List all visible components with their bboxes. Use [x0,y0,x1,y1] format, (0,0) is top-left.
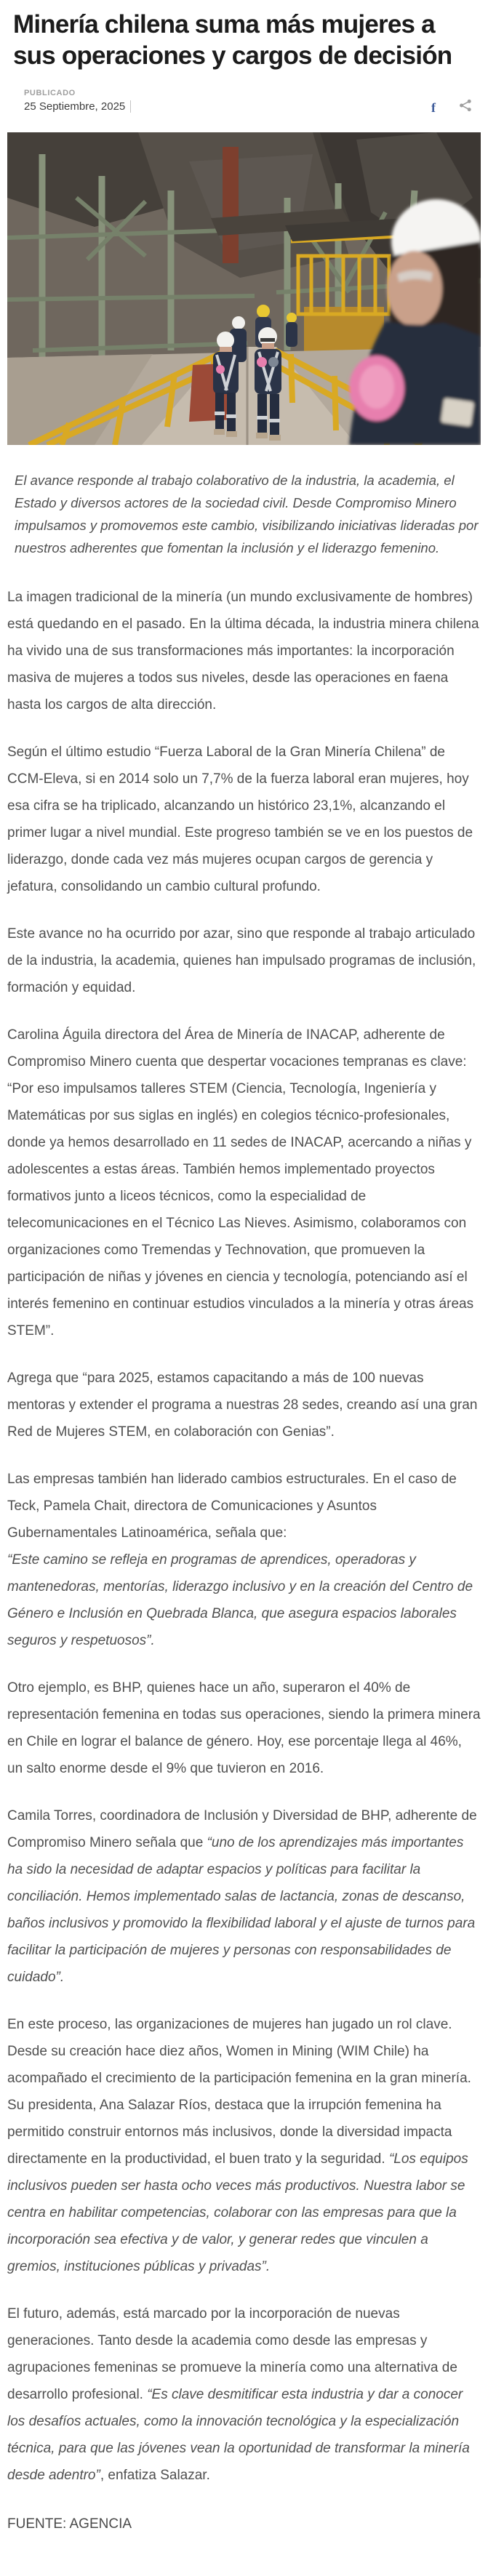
paragraph-segment: “uno de los aprendizajes más importantes ha sido la necesidad de adaptar espacios y políticas para facilitar la conciliación. Hemos implementado salas de lactancia, zonas de descanso, baños inclusivos y promovido la flexibilidad laboral y el ajuste de turnos para facilitar la participación de mujeres y personas con responsabilidades de cuidado”. [7,1835,476,1985]
share-buttons [431,99,472,116]
published-date-row [24,100,481,113]
meta-divider [130,100,131,113]
paragraph-segment: Según el último estudio “Fuerza Laboral de la Gran Minería Chilena” de CCM-Eleva, si en 2014 solo un 7,7% de la fuerza laboral eran mujeres, hoy esa cifra se ha triplicado, alcanzando un histórico 23,1%, alcanzando el primer lugar a nivel mundial. Este progreso también se ve en los puestos de liderazgo, donde cada vez más mujeres ocupan cargos de gerencia y jefatura, consolidando un cambio cultural profundo. [7,745,473,894]
paragraph-segment: , enfatiza Salazar. [100,2468,210,2483]
article-paragraph [7,1022,481,1344]
paragraph-segment: “Los equipos inclusivos pueden ser hasta ocho veces más productivos. Nuestra labor se centra en habilitar competencias, colaborar con las empresas para que la incorporación sea efectiva y de valor, y generar redes que vinculen a gremios, instituciones públicas y privadas”. [7,2151,468,2274]
share-icon[interactable] [459,99,472,116]
article-page [0,9,488,2532]
mining-plant-photo-illustration [7,132,481,445]
paragraph-segment: La imagen tradicional de la minería (un mundo exclusivamente de hombres) está quedando en el pasado. En la última década, la industria minera chilena ha vivido una de sus transformaciones más importantes: la incorporación masiva de mujeres a todos sus niveles, desde las operaciones en faena hasta los cargos de alta dirección. [7,590,479,713]
published-label: PUBLICADO [24,89,76,97]
article-title: Minería chilena suma más mujeres a sus operaciones y cargos de decisión [13,10,452,70]
paragraph-segment: En este proceso, las organizaciones de mujeres han jugado un rol clave. Desde su creación hace diez años, Women in Mining (WIM Chile) ha acompañado el crecimiento de la participación femenina en la gran minería. Su presidenta, Ana Salazar Ríos, destaca que la irrupción femenina ha permitido construir entornos más inclusivos, donde la diversidad impacta directamente en la productividad, el buen trato y la seguridad. [7,2017,471,2167]
paragraph-segment: Las empresas también han liderado cambios estructurales. En el caso de Teck, Pamela Chait, directora de Comunicaciones y Asuntos Gubernamentales Latinoamérica, señala que: [7,1472,457,1541]
hero-image [7,132,481,445]
article-paragraph [7,2011,481,2280]
article-paragraph [7,1466,481,1654]
article-paragraph [7,1365,481,1445]
paragraph-segment: Otro ejemplo, es BHP, quienes hace un año, superaron el 40% de representación femenina en todas sus operaciones, siendo la primera minera en Chile en lograr el balance de género. Hoy, ese porcentaje llega al 46%, un salto enorme desde el 9% que tuvieron en 2016. [7,1680,481,1776]
article-body [7,469,481,2489]
article-paragraph [7,1802,481,1991]
paragraph-segment: Camila Torres, coordinadora de Inclusión y Diversidad de BHP, adherente de Compromiso Minero señala que [7,1808,477,1850]
paragraph-segment: Agrega que “para 2025, estamos capacitando a más de 100 nuevas mentoras y extender el programa a nuestras 28 sedes, creando así una gran Red de Mujeres STEM, en colaboración con Genias”. [7,1371,478,1440]
article-paragraph [7,739,481,900]
paragraph-segment: El avance responde al trabajo colaborativo de la industria, la academia, el Estado y diversos actores de la sociedad civil. Desde Compromiso Minero impulsamos y promovemos este cambio, visibilizando iniciativas lideradas por nuestros adherentes que fomentan la inclusión y el liderazgo femenino. [15,473,479,555]
paragraph-segment: “Es clave desmitificar esta industria y dar a conocer los desafíos actuales, como la innovación tecnológica y la especialización técnica, para que las jóvenes vean la oportunidad de transformar la minería desde adentro” [7,2387,470,2483]
paragraph-segment: Este avance no ha ocurrido por azar, sino que responde al trabajo articulado de la industria, la academia, quienes han impulsado programas de inclusión, formación y equidad. [7,926,476,995]
article-paragraph [7,920,481,1001]
article-paragraph [7,1674,481,1782]
published-date: 25 Septiembre, 2025 [24,100,126,113]
paragraph-segment: El futuro, además, está marcado por la incorporación de nuevas generaciones. Tanto desde la academia como desde las empresas y agrupaciones femeninas se promueve la minería como una alternativa de desarrollo profesional. [7,2306,457,2402]
facebook-icon[interactable]: f [431,100,436,115]
source-line: FUENTE: AGENCIA [7,2516,132,2532]
article-meta [24,89,481,121]
paragraph-segment: “Este camino se refleja en programas de aprendices, operadoras y mantenedoras, mentorías, liderazgo inclusivo y en la creación del Centro de Género e Inclusión en Quebrada Blanca, que asegura espacios laborales seguros y respetuosos”. [7,1552,473,1648]
article-paragraph [7,584,481,718]
article-intro [7,469,481,559]
paragraph-segment: Carolina Águila directora del Área de Minería de INACAP, adherente de Compromiso Minero cuenta que despertar vocaciones tempranas es clave: “Por eso impulsamos talleres STEM (Ciencia, Tecnología, Ingeniería y Matemáticas por sus siglas en inglés) en colegios técnico-profesionales, donde ya hemos desarrollado en 11 sedes de INACAP, acercando a niñas y adolescentes a estas áreas. También hemos implementado proyectos formativos junto a liceos técnicos, como la especialidad de telecomunicaciones en el Técnico Las Nieves. Asimismo, colaboramos con organizaciones como Tremendas y Technovation, que promueven la participación de niñas y jóvenes en ciencia y tecnología, potenciando así el interés femenino en continuar estudios vinculados a la minería y otras áreas STEM”. [7,1027,474,1339]
article-paragraph [7,2300,481,2489]
